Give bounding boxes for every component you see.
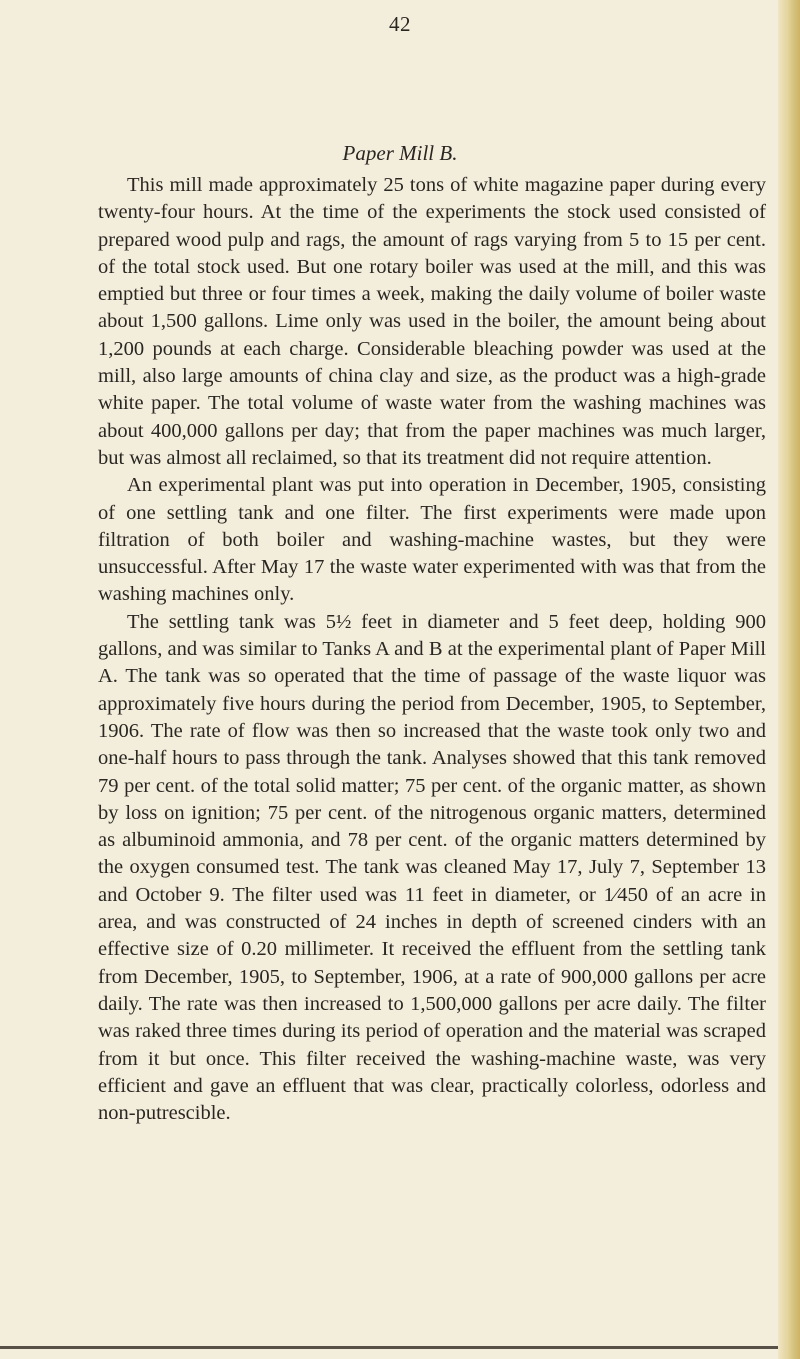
- paragraph-experimental-plant: An experimental plant was put into operation in December, 1905, consisting of one settling tank and one filter. The first experiments were made upon filtration of both boiler and washing-machine wastes, but they were unsuccessful. After May 17 the waste water experimented with was that from the washing machines only.: [98, 474, 766, 606]
- section-title: Paper Mill B.: [342, 141, 458, 165]
- page-edge: [778, 0, 800, 1359]
- bottom-rule: [0, 1346, 778, 1349]
- body-text: [98, 172, 766, 1127]
- paragraph-settling-tank: The settling tank was 5½ feet in diameter and 5 feet deep, holding 900 gallons, and was similar to Tanks A and B at the experimental plant of Paper Mill A. The tank was so operated that the time of passage of the waste liquor was approximately five hours during the period from December, 1905, to September, 1906. The rate of flow was then so increased that the waste took only two and one-half hours to pass through the tank. Analyses showed that this tank removed 79 per cent. of the total solid matter; 75 per cent. of the organic matter, as shown by loss on ignition; 75 per cent. of the nitrogenous organic matters, determined as albuminoid ammonia, and 78 per cent. of the organic matters determined by the oxygen consumed test. The tank was cleaned May 17, July 7, September 13 and October 9. The filter used was 11 feet in diameter, or 1⁄450 of an acre in area, and was constructed of 24 inches in depth of screened cinders with an effective size of 0.20 millimeter. It received the effluent from the settling tank from December, 1905, to September, 1906, at a rate of 900,000 gallons per acre daily. The rate was then increased to 1,500,000 gallons per acre daily. The filter was raked three times during its period of operation and the material was scraped from it but once. This filter received the washing-machine waste, was very efficient and gave an effluent that was clear, practically colorless, odorless and non-putrescible.: [98, 610, 766, 1125]
- paragraph-mill-description: This mill made approximately 25 tons of white magazine paper during every twenty-four hours. At the time of the experiments the stock used consisted of prepared wood pulp and rags, the amount of rags varying from 5 to 15 per cent. of the total stock used. But one rotary boiler was used at the mill, and this was emptied but three or four times a week, making the daily volume of boiler waste about 1,500 gallons. Lime only was used in the boiler, the amount being about 1,200 pounds at each charge. Considerable bleaching powder was used at the mill, also large amounts of china clay and size, as the product was a high-grade white paper. The total volume of waste water from the washing machines was about 400,000 gallons per day; that from the paper machines was much larger, but was almost all reclaimed, so that its treatment did not require attention.: [98, 174, 766, 469]
- page-number: 42: [389, 12, 411, 36]
